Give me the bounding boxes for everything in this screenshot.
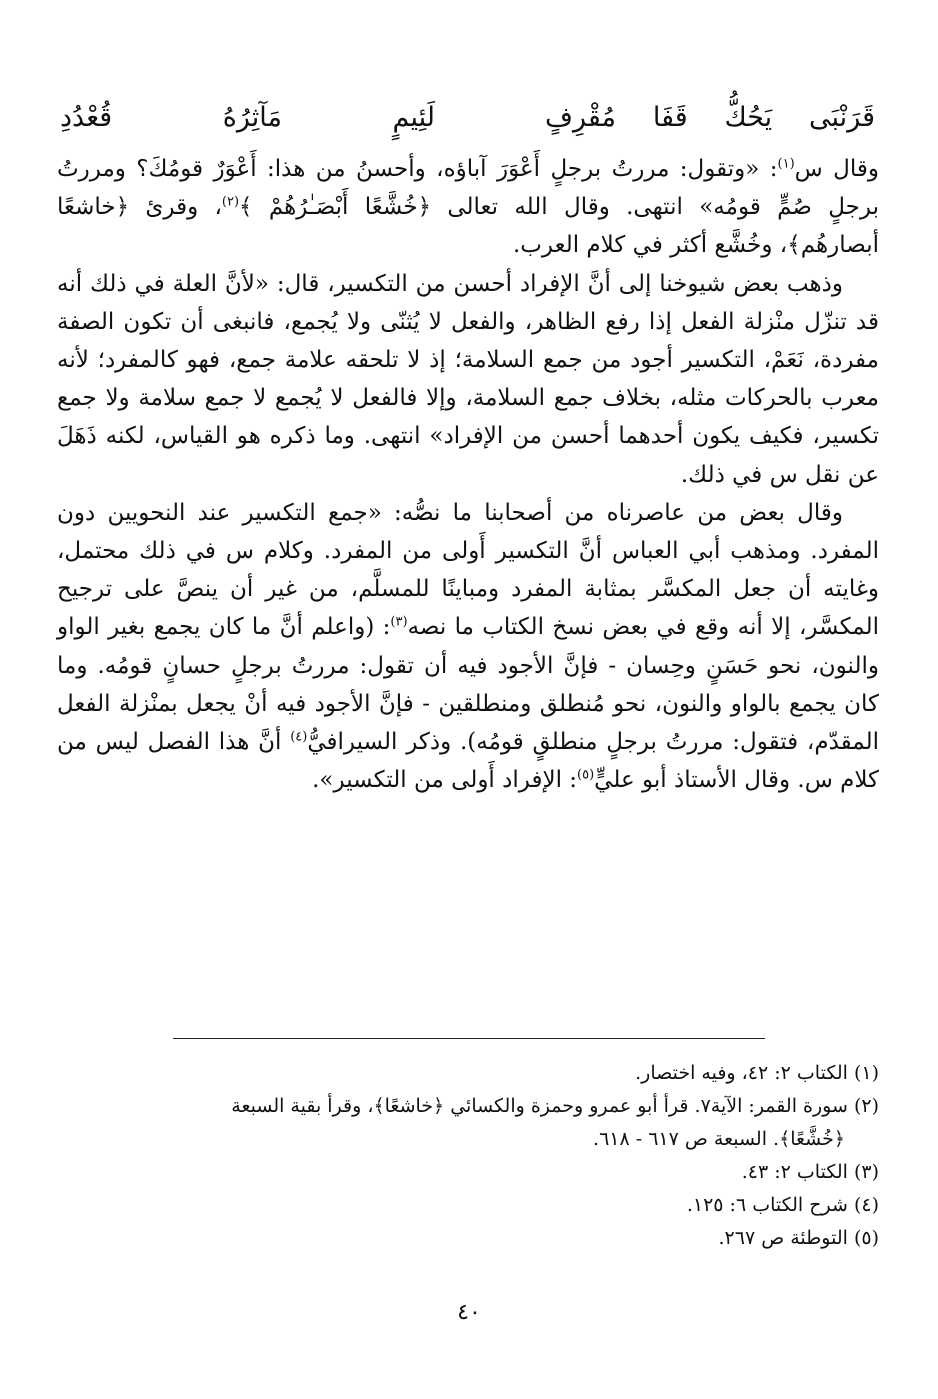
- footnote-number: (١): [853, 1062, 879, 1084]
- main-text: [57, 150, 879, 799]
- footnote-separator: [173, 1038, 765, 1039]
- poetry-verse: [60, 96, 875, 140]
- paragraph-1-text-b: : «وتقول: مررتُ برجلٍ أَعْوَرَ آباؤه، وأحسنُ من هذا: أَعْوَرٌ قومُكَ؟ ومررتُ برجلٍ صُمٍّ قومُه» انتهى. وقال الله تعالى ﴿خُشَّعًا أَبْصَـٰرُهُمْ ﴾: [57, 156, 879, 221]
- footnote-marker-1: (١): [777, 156, 795, 172]
- paragraph-3-text-a: وقال بعض من عاصرناه من أصحابنا ما نصُّه: «جمع التكسير عند النحويين دون المفرد. ومذهب أبي العباس أنَّ التكسير أَولى من المفرد. وكلام س في ذلك محتمل، وغايته أن جعل المكسَّر بمثابة المفرد ومباينًا للمسلَّم، من غير أن ينصَّ على ترجيح المكسَّر، إلا أنه وقع في بعض نسخ الكتاب ما نصه: [57, 499, 880, 641]
- footnote-number: (٤): [853, 1194, 879, 1216]
- footnote-text: سورة القمر: الآية٧. قرأ أبو عمرو وحمزة والكسائي ﴿خاشعًا﴾، وقرأ بقية السبعة: [231, 1095, 848, 1117]
- footnote-marker-4: (٤): [290, 729, 308, 745]
- footnote-marker-5: (٥): [577, 767, 595, 783]
- verse-second-hemistich: لَئِيمٍ مَآثِرُهُ قُعْدُدِ: [60, 102, 435, 133]
- footnote-4: [57, 1189, 879, 1222]
- paragraph-1: [57, 150, 879, 265]
- footnote-number: (٥): [853, 1227, 879, 1249]
- page-number: ٤٠: [457, 1300, 481, 1325]
- paragraph-2-text: وذهب بعض شيوخنا إلى أنَّ الإفراد أحسن من التكسير، قال: «لأنَّ العلة في ذلك أنه قد تنزّل منْزلة الفعل إذا رفع الظاهر، والفعل لا يُثنّى ولا يُجمع، فانبغى أن تكون الصفة مفردة، نَعَمْ، التكسير أجود من جمع السلامة؛ إذ لا تلحقه علامة جمع، فهو كالمفرد؛ لأنه معرب بالحركات مثله، بخلاف جمع السلامة، وإلا فالفعل لا يُجمع لا جمع سلامة ولا جمع تكسير، فكيف يكون أحدهما أحسن من الإفراد» انتهى. وما ذكره هو القياس، لكنه ذَهَلَ عن نقل س في ذلك.: [57, 270, 879, 488]
- footnote-marker-3: (٣): [390, 614, 408, 630]
- paragraph-3-text-d: : الإفراد أَولى من التكسير».: [312, 767, 578, 794]
- verse-first-hemistich: قَرَنْبَى يَحُكُّ قَفَا مُقْرِفٍ: [545, 102, 875, 133]
- footnotes: [57, 1057, 879, 1255]
- footnote-text: الكتاب ٢: ٤٣.: [741, 1161, 848, 1183]
- footnote-text: شرح الكتاب ٦: ١٢٥.: [686, 1194, 848, 1216]
- paragraph-2: [57, 265, 879, 494]
- footnote-text: التوطئة ص ٢٦٧.: [718, 1227, 848, 1249]
- footnote-text-continued: ﴿خُشَّعًا﴾. السبعة ص ٦١٧ - ٦١٨.: [593, 1128, 845, 1150]
- footnote-3: [57, 1156, 879, 1189]
- paragraph-1-text-a: وقال س: [794, 156, 879, 182]
- paragraph-3: [57, 494, 879, 800]
- footnote-marker-2: (٢): [221, 194, 240, 210]
- paragraph-3-text-b: : (واعلم أنَّ ما كان يجمع بغير الواو والنون، نحو حَسَنٍ وحِسان - فإنَّ الأجود فيه أن تقول: مررتُ برجلٍ حسانٍ قومُه. وما كان يجمع بالواو والنون، نحو مُنطلق ومنطلقين - فإنَّ الأجود فيه أنْ يجعل بمنْزلة الفعل المقدّم، فتقول: مررتُ برجلٍ منطلقٍ قومُه). وذكر السيرافيُّ: [57, 614, 879, 756]
- footnote-5: [57, 1222, 879, 1255]
- footnote-number: (٢): [853, 1095, 879, 1117]
- footnote-text: الكتاب ٢: ٤٢، وفيه اختصار.: [635, 1062, 848, 1084]
- footnote-2: [57, 1090, 879, 1156]
- footnote-number: (٣): [853, 1161, 879, 1183]
- paragraph-3-text-c: أنَّ هذا الفصل ليس من كلام س. وقال الأستاذ أبو عليٍّ: [57, 729, 879, 794]
- paragraph-1-text-c: ، وقرئ ﴿خاشعًا أبصارهُم﴾، وخُشَّع أكثر في كلام العرب.: [57, 194, 879, 259]
- footnote-1: [57, 1057, 879, 1090]
